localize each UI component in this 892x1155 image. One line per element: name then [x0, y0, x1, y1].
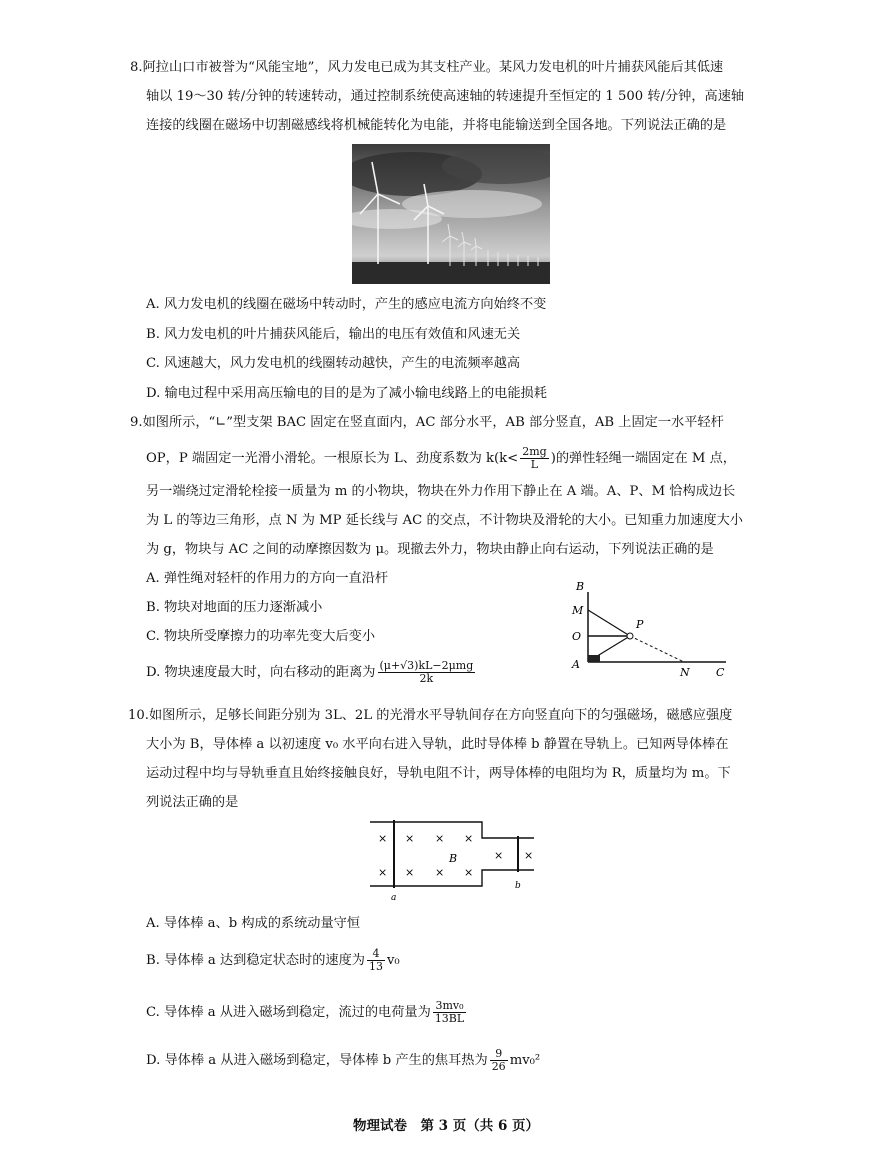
q10-option-c-fraction [433, 1000, 466, 1025]
q10-option-b-fraction [367, 948, 385, 973]
q9-block [588, 655, 600, 662]
q10-option-b-unit: v₀ [386, 953, 400, 968]
q9-option-d-numerator: (μ+√3)kL−2μmg [379, 659, 474, 672]
q10-label-b-rod: b [515, 881, 521, 891]
q10-field-x-8: × [464, 866, 474, 879]
q9-k-condition-open: (k< [494, 451, 519, 466]
q10-option-b-denominator: 13 [368, 960, 383, 973]
q8-option-d: D. 输电过程中采用高压输电的目的是为了减小输电线路上的电能损耗 [146, 386, 547, 401]
wind-turbine-photo [352, 144, 550, 284]
q9-label-a: A [572, 658, 580, 671]
q10-option-d-numerator: 9 [490, 1048, 508, 1061]
q9-option-d-text: D. 物块速度最大时，向右移动的距离为 [146, 665, 376, 680]
q10-field-x-1: × [378, 832, 388, 845]
q10-line1: 10.如图所示，足够长间距分别为 3L、2L 的光滑水平导轨间存在方向竖直向下的匀强磁场，磁感应强度 [128, 708, 733, 723]
q9-line4: 为 L 的等边三角形，点 N 为 MP 延长线与 AC 的交点，不计物块及滑轮的大小。已知重力加速度大小 [146, 513, 743, 528]
q8-line1: 8.阿拉山口市被誉为“风能宝地”，风力发电已成为其支柱产业。某风力发电机的叶片捕获风能后其低速 [130, 60, 724, 75]
q10-field-x-9: × [494, 849, 504, 862]
q10-line4: 列说法正确的是 [146, 795, 239, 810]
q10-option-d-fraction [490, 1048, 508, 1073]
q10-option-d-text: D. 导体棒 a 从进入磁场到稳定，导体棒 b 产生的焦耳热为 [146, 1053, 488, 1068]
q9-line2-text-b: 的弹性轻绳一端固定在 M 点， [555, 451, 736, 466]
q10-option-b-numerator: 4 [367, 948, 385, 961]
q8-option-a: A. 风力发电机的线圈在磁场中转动时，产生的感应电流方向始终不变 [146, 297, 547, 312]
q10-option-a: A. 导体棒 a、b 构成的系统动量守恒 [146, 916, 361, 931]
q10-field-x-6: × [405, 866, 415, 879]
q8-line2: 轴以 19～30 转/分钟的转速转动，通过控制系统使高速轴的转速提升至恒定的 1 500 转/分钟，高速轴 [146, 89, 745, 104]
q10-line3: 运动过程中均与导轨垂直且始终接触良好，导轨电阻不计，两导体棒的电阻均为 R，质量均为 m。下 [146, 766, 731, 781]
q9-line2 [146, 446, 736, 471]
q9-k-condition-fraction [520, 446, 548, 471]
q9-option-c: C. 物块所受摩擦力的功率先变大后变小 [146, 629, 376, 644]
q9-option-d-denominator: 2k [419, 672, 434, 685]
q10-label-a: a [391, 893, 397, 903]
q9-option-d [146, 660, 477, 685]
q9-line2-text-a: OP，P 端固定一光滑小滑轮。一根原长为 L、劲度系数为 k [146, 451, 495, 466]
q9-k-fraction-numerator: 2mg [522, 445, 547, 458]
q9-bracket-diagram [566, 578, 732, 678]
q9-line1: 9.如图所示，“∟”型支架 BAC 固定在竖直面内，AC 部分水平，AB 部分竖直，AB 上固定一水平轻杆 [130, 415, 724, 430]
q10-option-b-text: B. 导体棒 a 达到稳定状态时的速度为 [146, 953, 365, 968]
q10-field-x-4: × [464, 832, 474, 845]
q10-option-c-numerator: 3mv₀ [433, 1000, 466, 1013]
q10-field-x-2: × [405, 832, 415, 845]
q10-option-c-text: C. 导体棒 a 从进入磁场到稳定，流过的电荷量为 [146, 1005, 431, 1020]
q9-line3: 另一端绕过定滑轮栓接一质量为 m 的小物块，物块在外力作用下静止在 A 端。A、P、M 恰构成边长 [146, 484, 736, 499]
q10-field-x-3: × [435, 832, 445, 845]
q9-label-o: O [572, 630, 582, 643]
q8-option-b: B. 风力发电机的叶片捕获风能后，输出的电压有效值和风速无关 [146, 327, 521, 342]
q10-rails-diagram [366, 818, 538, 904]
q8-option-c: C. 风速越大，风力发电机的线圈转动越快，产生的电流频率越高 [146, 356, 521, 371]
q10-option-d [146, 1048, 540, 1073]
page-footer: 物理试卷 第 3 页（共 6 页） [352, 1118, 540, 1134]
q10-field-x-10: × [524, 849, 534, 862]
q10-option-c [146, 1000, 468, 1025]
q9-label-n: N [680, 666, 690, 678]
q9-label-m: M [572, 604, 584, 617]
q9-k-fraction-denominator: L [530, 458, 539, 471]
q10-field-x-7: × [435, 866, 445, 879]
q10-option-d-denominator: 26 [491, 1060, 506, 1073]
q9-option-a: A. 弹性绳对轻杆的作用力的方向一直沿杆 [146, 571, 389, 586]
q9-label-c: C [716, 666, 725, 678]
q10-option-c-denominator: 13BL [434, 1012, 465, 1025]
q9-option-d-fraction [378, 660, 476, 685]
q9-k-condition-close: ) [550, 451, 556, 466]
q8-line3: 连接的线圈在磁场中切割磁感线将机械能转化为电能，并将电能输送到全国各地。下列说法正确的是 [146, 118, 727, 133]
q10-option-d-unit: mv₀² [509, 1053, 541, 1068]
q10-line2: 大小为 B，导体棒 a 以初速度 v₀ 水平向右进入导轨，此时导体棒 b 静置在导轨上。已知两导体棒在 [146, 737, 729, 752]
q9-label-p: P [636, 618, 644, 631]
q9-option-b: B. 物块对地面的压力逐渐减小 [146, 600, 323, 615]
q10-option-b [146, 948, 400, 973]
q9-label-b: B [576, 580, 585, 593]
q9-line5: 为 g，物块与 AC 之间的动摩擦因数为 μ。现撤去外力，物块由静止向右运动，下列说法正确的是 [146, 542, 714, 557]
q10-field-x-5: × [378, 866, 388, 879]
q10-label-b-field: B [449, 852, 458, 865]
